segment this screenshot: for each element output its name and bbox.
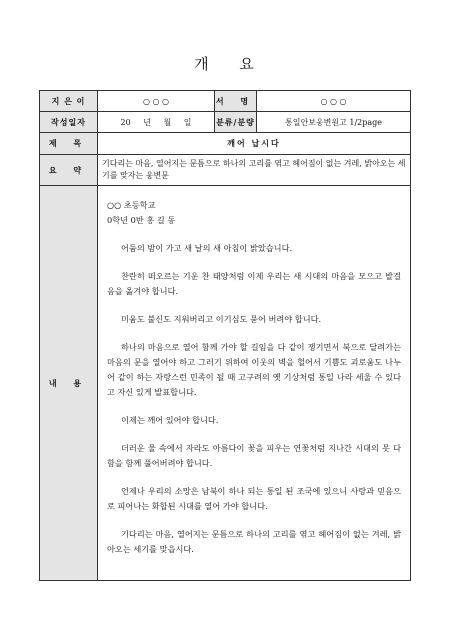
author-label: 지 은 이 (40, 91, 98, 112)
date-row (40, 112, 411, 133)
subject-row (40, 133, 411, 155)
body-paragraph: 언제나 우리의 소망은 남북이 하나 되는 통일 된 조국에 있으니 사랑과 믿음으로 피어나는 화합된 시대를 열어 가야 합니다. (107, 486, 401, 511)
signature-label: 서 명 (215, 91, 257, 112)
category-value: 통일안보웅변원고 1/2page (257, 112, 411, 133)
body-paragraph: 이제는 깨어 있어야 합니다. (121, 415, 219, 425)
subject-label: 제 목 (40, 133, 98, 155)
content-body (98, 186, 411, 581)
author-value: ○ ○ ○ (98, 91, 215, 112)
body-paragraph: 어둠의 밤이 가고 새 날의 새 아침이 밝았습니다. (121, 243, 293, 253)
content-row (40, 186, 411, 581)
body-paragraph: 더러운 물 속에서 자라도 아름다이 꽃을 피우는 연꽃처럼 지나간 시대의 못 다함을 함께 풀어버려야 합니다. (107, 443, 401, 468)
summary-label: 요 약 (40, 155, 98, 186)
body-paragraph: 미움도 불신도 지워버리고 이기심도 묻어 버려야 합니다. (121, 314, 322, 324)
outline-form-table (39, 90, 411, 581)
signature-value: ○ ○ ○ (257, 91, 411, 112)
school-line: ○○ 초등학교 (107, 200, 156, 210)
page-title: 개 요 (194, 55, 256, 73)
category-label: 분류/분량 (215, 112, 257, 133)
author-row (40, 91, 411, 112)
date-label: 작성일자 (40, 112, 98, 133)
body-paragraph: 기다리는 마음, 열어지는 문틈으로 하나의 고리를 엮고 헤어짐이 없는 겨레, 밝아오는 세기를 맞읍시다. (107, 529, 401, 554)
body-paragraph: 하나의 마음으로 열어 함께 가야 할 길임을 다 같이 쟁기면서 북으로 달려가는 마음의 문을 열어야 하고 그러기 위하여 이웃의 벽을 헐어서 기쁨도 괴로움도 나누어 같이 하는 자랑스런 민족이 될 때 고구려의 옛 기상처럼 통일 나라 세울 수 있다고 자신 있게 발표합니다. (107, 342, 401, 397)
summary-row (40, 155, 411, 186)
body-paragraph: 찬란히 떠오르는 기운 찬 태양처럼 이제 우리는 새 시대의 마음을 모으고 발걸음을 옮겨야 합니다. (107, 271, 401, 296)
student-line: 0학년 0반 홍 길 동 (107, 215, 176, 225)
summary-value: 기다리는 마음, 열어지는 문틈으로 하나의 고리를 엮고 헤어짐이 없는 겨레, 밝아오는 세기를 맞자는 웅변문 (98, 155, 411, 186)
date-value: 20 년 월 일 (98, 112, 215, 133)
subject-value: 깨어 납시다 (98, 133, 411, 155)
content-label: 내 용 (40, 186, 98, 581)
